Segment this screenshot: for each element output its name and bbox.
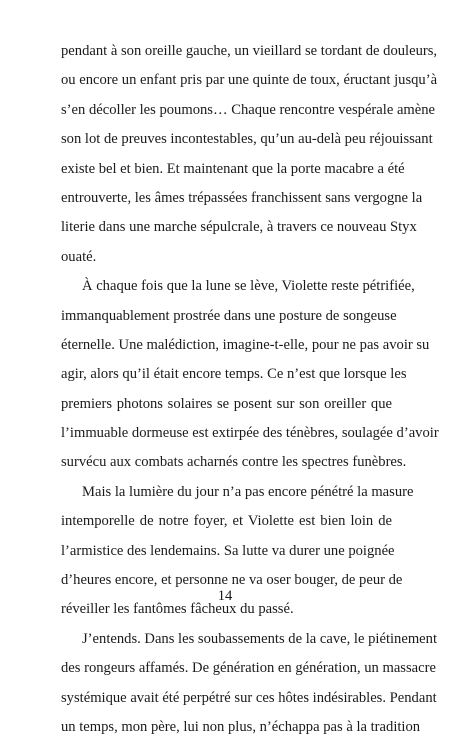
text-line: ou encore un enfant pris par une quinte de toux, éructant jusqu’à xyxy=(61,72,438,89)
text-line: réveiller les fantômes fâcheux du passé. xyxy=(61,601,294,618)
text-line: éternelle. Une malédiction, imagine-t-elle, pour ne pas avoir su xyxy=(61,336,430,353)
text-line: À chaque fois que la lune se lève, Violette reste pétrifiée, xyxy=(82,278,415,295)
text-line: intemporelle de notre foyer, et Violette est bien loin de xyxy=(61,513,392,530)
text-line: J’entends. Dans les soubassements de la cave, le piétinement xyxy=(82,630,438,647)
text-line: pendant à son oreille gauche, un vieillard se tordant de douleurs, xyxy=(61,43,438,59)
text-line: d’heures encore, et personne ne va oser bouger, de peur de xyxy=(61,572,403,589)
text-line: survécu aux combats acharnés contre les spectres funèbres. xyxy=(61,454,407,471)
text-line: premiers photons solaires se posent sur son oreiller que xyxy=(61,395,392,412)
text-line: l’immuable dormeuse est extirpée des ténèbres, soulagée d’avoir xyxy=(61,425,439,442)
text-line: s’en décoller les poumons… Chaque rencontre vespérale amène xyxy=(61,101,436,118)
text-line: l’armistice des lendemains. Sa lutte va durer une poignée xyxy=(61,542,395,559)
text-line: immanquablement prostrée dans une posture de songeuse xyxy=(61,307,397,324)
text-line: existe bel et bien. Et maintenant que la porte macabre a été xyxy=(61,160,405,177)
text-line: literie dans une marche sépulcrale, à travers ce nouveau Styx xyxy=(61,219,417,236)
body-text xyxy=(61,37,439,742)
text-line: un temps, mon père, lui non plus, n’échappa pas à la tradition xyxy=(61,718,421,735)
text-line: des rongeurs affamés. De génération en génération, un massacre xyxy=(61,660,436,677)
page-number: 14 xyxy=(217,588,233,604)
text-line: Mais la lumière du jour n’a pas encore pénétré la masure xyxy=(82,483,414,500)
text-line: ouaté. xyxy=(61,248,97,265)
text-line: agir, alors qu’il était encore temps. Ce n’est que lorsque les xyxy=(61,366,407,383)
text-line: son lot de preuves incontestables, qu’un au-delà peu réjouissant xyxy=(61,131,433,148)
text-line: systémique avait été perpétré sur ces hôtes indésirables. Pendant xyxy=(61,689,437,706)
text-line: entrouverte, les âmes trépassées franchissent sans vergogne la xyxy=(61,189,423,206)
